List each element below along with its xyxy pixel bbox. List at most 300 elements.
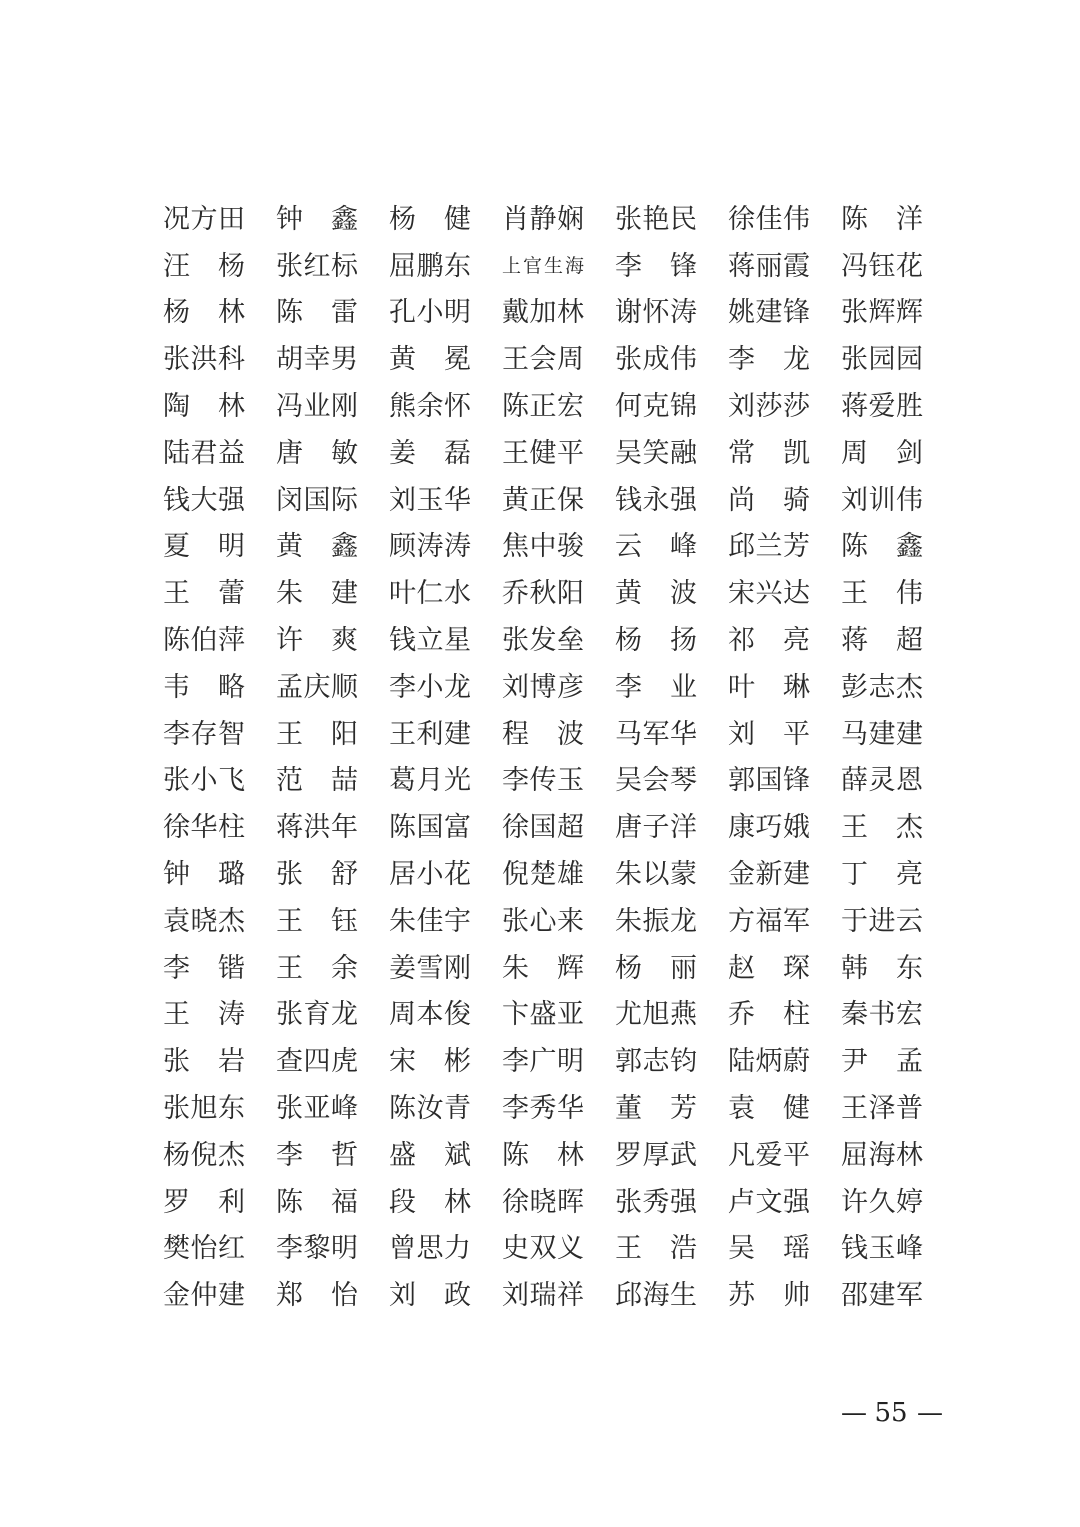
name-character: 涛	[218, 999, 245, 1031]
person-name	[728, 664, 810, 711]
name-character: 李	[615, 671, 642, 703]
name-character: 黄	[389, 344, 416, 376]
person-name	[615, 243, 697, 290]
name-character: 强	[783, 1186, 810, 1218]
name-character: 志	[868, 671, 896, 703]
person-name	[389, 243, 471, 290]
name-character: 明	[218, 531, 245, 563]
name-character: 樊	[163, 1233, 190, 1265]
name-character: 强	[218, 484, 245, 516]
name-character: 静	[529, 203, 557, 235]
name-character: 年	[331, 812, 358, 844]
person-name	[163, 1226, 245, 1273]
name-character: 存	[190, 718, 218, 750]
name-character: 训	[868, 484, 896, 516]
person-name	[841, 1179, 923, 1226]
name-character: 蔚	[783, 1046, 810, 1078]
name-character: 龙	[331, 999, 358, 1031]
name-character: 张	[615, 203, 642, 235]
name-character: 龙	[783, 344, 810, 376]
name-character: 岩	[218, 1046, 245, 1078]
person-name	[728, 992, 810, 1039]
name-character: 晖	[557, 1186, 584, 1218]
name-character: 夏	[163, 531, 190, 563]
name-character: 孟	[276, 671, 303, 703]
name-character: 亚	[303, 1093, 331, 1125]
person-name	[502, 804, 584, 851]
name-character: 陈	[276, 297, 303, 329]
name-character: 业	[303, 391, 331, 423]
name-character: 于	[841, 905, 868, 937]
name-character: 曾	[389, 1233, 416, 1265]
name-character: 刘	[389, 1280, 416, 1312]
name-character: 涛	[670, 297, 697, 329]
name-character: 仁	[416, 578, 444, 610]
name-character: 正	[529, 484, 557, 516]
name-character: 亚	[557, 999, 584, 1031]
name-character: 振	[642, 905, 670, 937]
person-name	[276, 1226, 358, 1273]
name-character: 李	[276, 1139, 303, 1171]
name-character: 许	[841, 1186, 868, 1218]
person-name	[502, 1226, 584, 1273]
name-character: 传	[529, 765, 557, 797]
name-character: 袁	[163, 905, 190, 937]
person-name	[276, 711, 358, 758]
name-character: 标	[331, 250, 358, 282]
name-character: 韦	[163, 671, 190, 703]
name-character: 云	[615, 531, 642, 563]
name-character: 官	[522, 254, 542, 277]
person-name	[841, 711, 923, 758]
name-character: 佳	[755, 203, 783, 235]
person-name	[502, 1038, 584, 1085]
person-name	[163, 196, 245, 243]
name-character: 萍	[218, 625, 245, 657]
person-name	[615, 945, 697, 992]
name-character: 陶	[163, 391, 190, 423]
name-character: 上	[502, 254, 522, 277]
person-name	[163, 945, 245, 992]
person-name	[502, 570, 584, 617]
person-name	[502, 336, 584, 383]
person-name	[841, 851, 923, 898]
name-character: 姜	[389, 437, 416, 469]
person-name	[502, 1179, 584, 1226]
person-name	[502, 898, 584, 945]
name-character: 月	[416, 765, 444, 797]
name-character: 幸	[303, 344, 331, 376]
name-character: 谢	[615, 297, 642, 329]
name-character: 林	[557, 1139, 584, 1171]
name-character: 周	[841, 437, 868, 469]
name-character: 健	[529, 437, 557, 469]
person-name	[163, 804, 245, 851]
person-name	[841, 1038, 923, 1085]
name-character: 佳	[416, 905, 444, 937]
name-character: 霞	[783, 250, 810, 282]
name-character: 顾	[389, 531, 416, 563]
person-name	[728, 1038, 810, 1085]
name-character: 华	[190, 812, 218, 844]
name-character: 杨	[163, 297, 190, 329]
name-character: 尤	[615, 999, 642, 1031]
name-character: 玉	[868, 1233, 896, 1265]
name-character: 罗	[615, 1139, 642, 1171]
person-name	[163, 617, 245, 664]
name-character: 伯	[190, 625, 218, 657]
name-character: 钰	[868, 250, 896, 282]
name-character: 周	[389, 999, 416, 1031]
name-character: 范	[276, 765, 303, 797]
name-character: 凯	[783, 437, 810, 469]
person-name	[276, 804, 358, 851]
name-character: 旭	[642, 999, 670, 1031]
person-name	[389, 524, 471, 571]
name-character: 杨	[163, 1139, 190, 1171]
name-character: 琛	[783, 952, 810, 984]
person-name	[502, 1132, 584, 1179]
name-character: 张	[163, 1093, 190, 1125]
name-character: 立	[416, 625, 444, 657]
name-character: 方	[728, 905, 755, 937]
name-character: 洪	[303, 812, 331, 844]
person-name	[276, 851, 358, 898]
name-character: 罗	[163, 1186, 190, 1218]
name-character: 亮	[896, 859, 923, 891]
name-character: 张	[276, 250, 303, 282]
person-name	[389, 1132, 471, 1179]
name-character: 陈	[502, 391, 529, 423]
name-character: 王	[615, 1233, 642, 1265]
name-character: 四	[303, 1046, 331, 1078]
name-character: 杰	[218, 905, 245, 937]
name-character: 邱	[615, 1280, 642, 1312]
page-number-dash-right: —	[917, 1398, 941, 1428]
person-name	[502, 992, 584, 1039]
name-character: 叶	[389, 578, 416, 610]
name-character: 吴	[728, 1233, 755, 1265]
person-name	[728, 711, 810, 758]
name-character: 益	[218, 437, 245, 469]
name-character: 赵	[728, 952, 755, 984]
person-name	[502, 851, 584, 898]
name-character: 徐	[728, 203, 755, 235]
person-name	[502, 711, 584, 758]
name-character: 丽	[755, 250, 783, 282]
name-character: 辉	[896, 297, 923, 329]
name-character: 钱	[163, 484, 190, 516]
name-character: 戴	[502, 297, 529, 329]
name-character: 吴	[615, 765, 642, 797]
name-character: 祥	[557, 1280, 584, 1312]
name-character: 生	[670, 1280, 697, 1312]
name-character: 峰	[896, 1233, 923, 1265]
name-character: 宇	[444, 905, 471, 937]
name-character: 灵	[868, 765, 896, 797]
person-name	[728, 804, 810, 851]
name-character: 宋	[389, 1046, 416, 1078]
person-name	[163, 1272, 245, 1319]
name-character: 建	[444, 718, 471, 750]
name-character: 爽	[331, 625, 358, 657]
name-character: 唐	[276, 437, 303, 469]
name-character: 正	[529, 391, 557, 423]
name-character: 查	[276, 1046, 303, 1078]
person-name	[841, 430, 923, 477]
name-character: 大	[190, 484, 218, 516]
name-character: 融	[670, 437, 697, 469]
name-character: 杨	[389, 203, 416, 235]
person-name	[841, 992, 923, 1039]
name-character: 徐	[502, 812, 529, 844]
person-name	[841, 383, 923, 430]
name-character: 冯	[841, 250, 868, 282]
name-character: 浩	[670, 1233, 697, 1265]
name-character: 园	[868, 344, 896, 376]
person-name	[728, 477, 810, 524]
name-character: 屈	[841, 1139, 868, 1171]
person-name	[841, 1085, 923, 1132]
name-character: 超	[896, 625, 923, 657]
person-name	[841, 898, 923, 945]
name-character: 伟	[783, 203, 810, 235]
person-name	[615, 758, 697, 805]
name-character: 钟	[163, 859, 190, 891]
name-character: 陈	[276, 1186, 303, 1218]
person-name	[728, 243, 810, 290]
name-character: 蒋	[276, 812, 303, 844]
name-character: 鑫	[331, 203, 358, 235]
name-character: 郭	[728, 765, 755, 797]
name-character: 盛	[389, 1139, 416, 1171]
name-character: 飞	[218, 765, 245, 797]
person-name	[841, 758, 923, 805]
name-character: 旭	[190, 1093, 218, 1125]
name-character: 雄	[557, 859, 584, 891]
name-character: 乔	[728, 999, 755, 1031]
name-character: 杨	[615, 952, 642, 984]
person-name	[276, 290, 358, 337]
person-name	[276, 1038, 358, 1085]
name-character: 金	[163, 1280, 190, 1312]
person-name	[615, 1226, 697, 1273]
name-character: 锋	[670, 250, 697, 282]
name-character: 彬	[444, 1046, 471, 1078]
name-character: 徐	[163, 812, 190, 844]
name-character: 张	[163, 1046, 190, 1078]
person-name	[163, 243, 245, 290]
name-character: 秦	[841, 999, 868, 1031]
name-character: 兰	[755, 531, 783, 563]
name-character: 以	[642, 859, 670, 891]
name-character: 亮	[783, 625, 810, 657]
name-character: 林	[896, 1139, 923, 1171]
person-name	[728, 758, 810, 805]
name-character: 雷	[331, 297, 358, 329]
name-character: 汪	[163, 250, 190, 282]
name-character: 凡	[728, 1139, 755, 1171]
name-character: 祁	[728, 625, 755, 657]
name-character: 李	[502, 1093, 529, 1125]
name-character: 民	[670, 203, 697, 235]
name-character: 怀	[642, 297, 670, 329]
name-character: 磊	[444, 437, 471, 469]
person-name	[615, 430, 697, 477]
person-name	[389, 1085, 471, 1132]
name-character: 冯	[276, 391, 303, 423]
name-character: 璐	[218, 859, 245, 891]
person-name	[163, 383, 245, 430]
name-character: 常	[728, 437, 755, 469]
name-character: 张	[163, 344, 190, 376]
name-character: 陈	[502, 1139, 529, 1171]
name-character: 丁	[841, 859, 868, 891]
person-name	[841, 804, 923, 851]
name-character: 杰	[896, 812, 923, 844]
name-character: 丽	[670, 952, 697, 984]
name-character: 小	[416, 859, 444, 891]
name-character: 久	[868, 1186, 896, 1218]
name-character: 波	[670, 578, 697, 610]
person-name	[389, 1179, 471, 1226]
person-name	[389, 898, 471, 945]
name-character: 龙	[670, 905, 697, 937]
name-character: 莎	[755, 391, 783, 423]
name-character: 王	[163, 578, 190, 610]
name-character: 鑫	[331, 531, 358, 563]
name-character: 朱	[615, 905, 642, 937]
name-character: 喆	[331, 765, 358, 797]
person-name	[502, 1272, 584, 1319]
person-name	[276, 1132, 358, 1179]
person-name	[615, 851, 697, 898]
name-character: 文	[755, 1186, 783, 1218]
name-character: 峰	[670, 531, 697, 563]
person-name	[502, 430, 584, 477]
name-character: 彭	[841, 671, 868, 703]
name-character: 骑	[783, 484, 810, 516]
name-character: 黄	[276, 531, 303, 563]
person-name	[615, 570, 697, 617]
person-name	[615, 898, 697, 945]
name-character: 明	[331, 1233, 358, 1265]
name-character: 尹	[841, 1046, 868, 1078]
name-character: 葛	[389, 765, 416, 797]
name-character: 兴	[755, 578, 783, 610]
name-character: 洪	[190, 344, 218, 376]
name-character: 阳	[331, 718, 358, 750]
person-name	[728, 430, 810, 477]
person-name	[615, 1272, 697, 1319]
name-grid	[163, 196, 923, 1319]
name-character: 秀	[529, 1093, 557, 1125]
person-name	[276, 430, 358, 477]
name-character: 玉	[416, 484, 444, 516]
name-character: 盛	[529, 999, 557, 1031]
name-character: 吴	[615, 437, 642, 469]
name-character: 建	[331, 578, 358, 610]
person-name	[502, 758, 584, 805]
name-character: 双	[529, 1233, 557, 1265]
person-name	[389, 758, 471, 805]
name-character: 焦	[502, 531, 529, 563]
name-character: 晓	[190, 905, 218, 937]
name-character: 志	[642, 1046, 670, 1078]
name-character: 程	[502, 718, 529, 750]
name-character: 恩	[896, 765, 923, 797]
name-character: 周	[557, 344, 584, 376]
name-character: 王	[841, 812, 868, 844]
name-character: 男	[331, 344, 358, 376]
person-name	[276, 477, 358, 524]
name-character: 锋	[783, 297, 810, 329]
name-character: 小	[416, 297, 444, 329]
name-character: 帅	[783, 1280, 810, 1312]
name-character: 蒋	[728, 250, 755, 282]
name-character: 波	[557, 718, 584, 750]
name-character: 峰	[331, 1093, 358, 1125]
name-character: 胡	[276, 344, 303, 376]
person-name	[276, 196, 358, 243]
name-character: 张	[841, 297, 868, 329]
name-character: 钱	[389, 625, 416, 657]
person-name	[841, 1132, 923, 1179]
person-name	[728, 898, 810, 945]
name-character: 马	[615, 718, 642, 750]
person-name	[276, 617, 358, 664]
name-character: 锋	[783, 765, 810, 797]
person-name	[728, 570, 810, 617]
person-name	[389, 992, 471, 1039]
name-character: 张	[502, 625, 529, 657]
person-name	[841, 477, 923, 524]
name-character: 朱	[389, 905, 416, 937]
person-name	[389, 945, 471, 992]
name-character: 马	[841, 718, 868, 750]
person-name	[502, 664, 584, 711]
name-character: 涛	[444, 531, 471, 563]
name-character: 郭	[615, 1046, 642, 1078]
person-name	[615, 524, 697, 571]
page-number	[841, 1400, 941, 1426]
name-character: 云	[896, 905, 923, 937]
person-name	[728, 336, 810, 383]
name-character: 张	[163, 765, 190, 797]
person-name	[502, 290, 584, 337]
person-name	[389, 711, 471, 758]
person-name	[841, 524, 923, 571]
name-character: 李	[728, 344, 755, 376]
person-name	[163, 336, 245, 383]
name-character: 利	[416, 718, 444, 750]
name-character: 洋	[670, 812, 697, 844]
name-character: 伟	[896, 578, 923, 610]
name-character: 王	[502, 344, 529, 376]
name-character: 闵	[276, 484, 303, 516]
name-character: 钰	[331, 905, 358, 937]
person-name	[728, 851, 810, 898]
person-name	[615, 196, 697, 243]
name-character: 倪	[190, 1139, 218, 1171]
person-name	[502, 243, 584, 290]
name-character: 张	[615, 344, 642, 376]
person-name	[615, 290, 697, 337]
person-name	[615, 336, 697, 383]
person-name	[276, 945, 358, 992]
name-character: 秋	[529, 578, 557, 610]
name-character: 力	[444, 1233, 471, 1265]
